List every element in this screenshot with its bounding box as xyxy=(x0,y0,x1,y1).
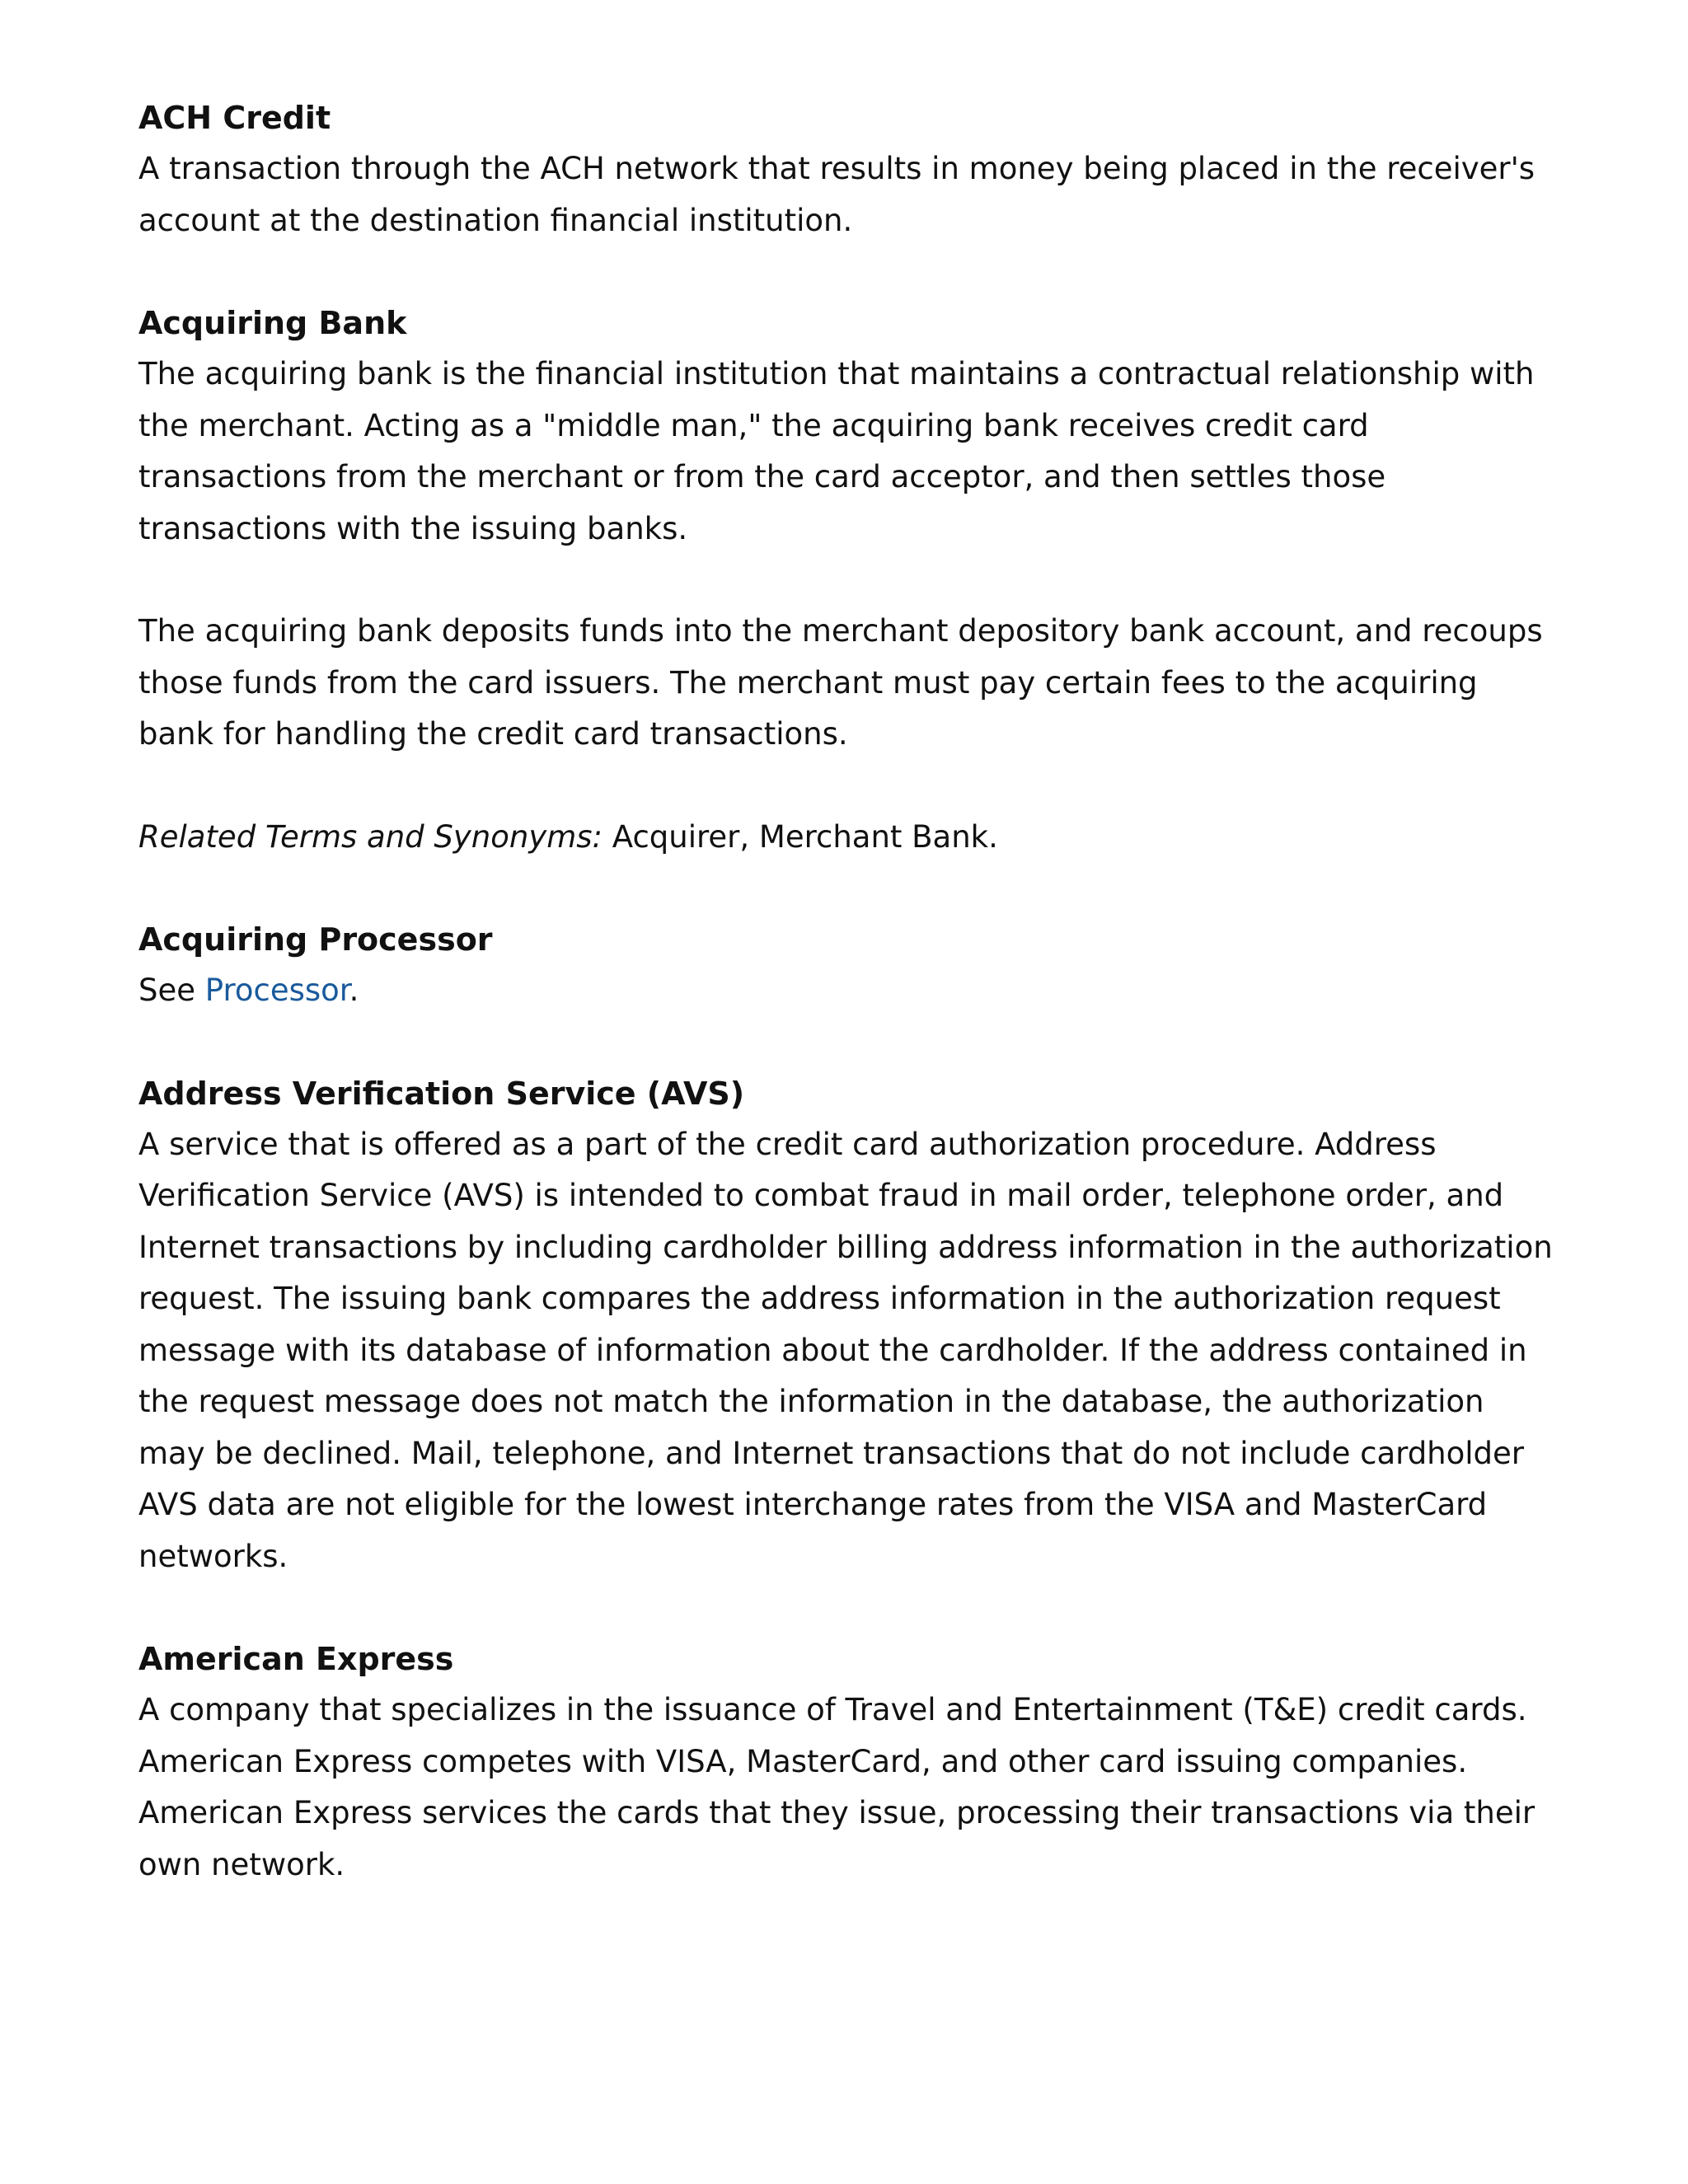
definition-paragraph: A service that is offered as a part of the credit card authorization procedure. Address Verification Service (AVS) is intended to combat fraud in mail order, telephone order, and Internet transactions by including cardholder billing address information in the authorization request. The issuing bank compares the address information in the authorization request message with its database of information about the cardholder. If the address contained in the request message does not match the information in the database, the authorization may be declined. Mail, telephone, and Internet transactions that do not include cardholder AVS data are not eligible for the lowest interchange rates from the VISA and MasterCard networks. xyxy=(138,1126,1553,1574)
term-heading: ACH Credit xyxy=(138,100,331,136)
definition-paragraph: A transaction through the ACH network that results in money being placed in the receiver's account at the destination financial institution. xyxy=(138,151,1536,238)
glossary-entry-acquiring-processor xyxy=(138,914,1556,1017)
processor-link[interactable]: Processor xyxy=(204,972,349,1008)
definition-paragraph: The acquiring bank is the financial institution that maintains a contractual relationship with the merchant. Acting as a "middle man," the acquiring bank receives credit card transactions from the merchant or from the card acceptor, and then settles those transactions with the issuing banks. xyxy=(138,356,1535,546)
see-prefix: See xyxy=(138,972,205,1008)
term-heading: American Express xyxy=(138,1641,454,1677)
glossary-entry-avs xyxy=(138,1068,1556,1583)
glossary-entry-american-express xyxy=(138,1633,1556,1891)
definition-paragraph: A company that specializes in the issuance of Travel and Entertainment (T&E) credit cards. American Express competes with VISA, MasterCard, and other card issuing companies. American Express services the cards that they issue, processing their transactions via their own network. xyxy=(138,1692,1536,1882)
glossary-page xyxy=(138,92,1556,1942)
see-reference xyxy=(138,965,1556,1017)
related-terms-label: Related Terms and Synonyms: xyxy=(138,818,603,855)
term-heading: Address Verification Service (AVS) xyxy=(138,1075,745,1112)
see-suffix: . xyxy=(349,972,359,1008)
term-heading: Acquiring Processor xyxy=(138,921,493,958)
glossary-entry-ach-credit xyxy=(138,92,1556,246)
definition-paragraph: The acquiring bank deposits funds into the merchant depository bank account, and recoups those funds from the card issuers. The merchant must pay certain fees to the acquiring bank for handling the credit card transactions. xyxy=(138,613,1543,752)
glossary-entry-acquiring-bank xyxy=(138,298,1556,863)
related-terms-value: Acquirer, Merchant Bank. xyxy=(603,818,998,855)
related-terms xyxy=(138,812,1556,864)
term-heading: Acquiring Bank xyxy=(138,305,407,341)
